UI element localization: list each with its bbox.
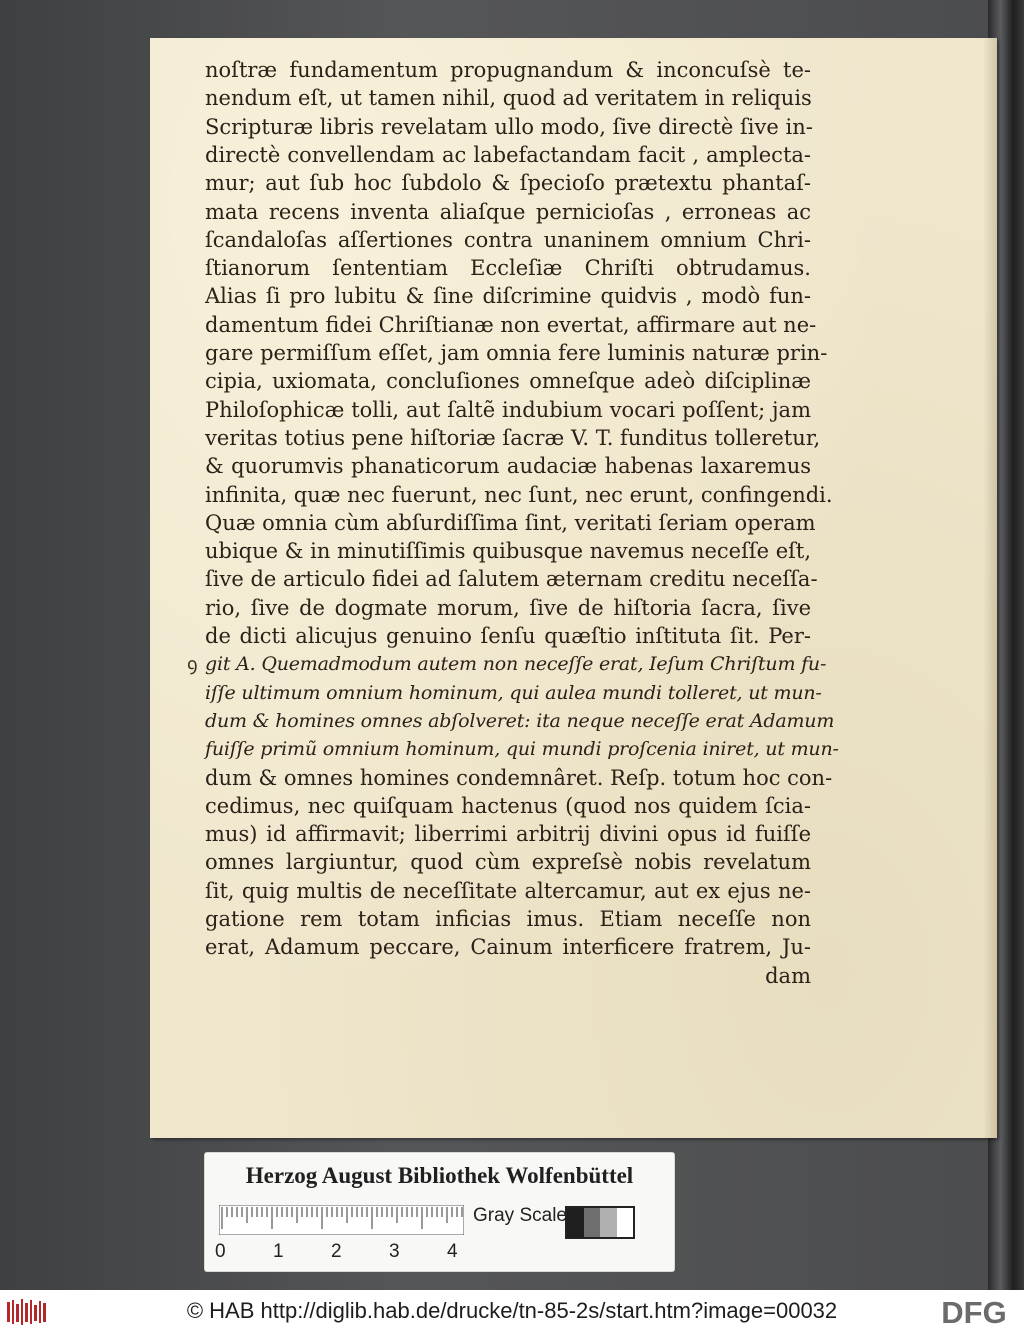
page-gutter-shadow <box>983 38 997 1138</box>
gray-scale-swatch <box>565 1206 635 1239</box>
viewer-footer <box>0 1290 1024 1335</box>
text-line: erat, Adamum peccare, Cainum interficere fratrem, Ju- <box>205 935 811 960</box>
text-line: ubique & in minutiſſimis quibusque navemus neceſſe eſt, <box>205 539 812 564</box>
dfg-logo <box>930 1294 1018 1330</box>
ruler-scale <box>219 1205 464 1235</box>
text-line: veritas totius pene hiſtoriæ ſacræ V. T. funditus tolleretur, <box>205 425 821 450</box>
gray-swatch <box>617 1208 634 1237</box>
copyright-url[interactable]: © HAB http://diglib.hab.de/drucke/tn-85-2s/start.htm?image=00032 <box>186 1298 838 1323</box>
text-line: mus) id affirmavit; liberrimi arbitrij divini opus id fuiſſe <box>205 822 811 847</box>
text-line: ſive de articulo fidei ad ſalutem æternam creditu neceſſa- <box>205 567 818 592</box>
text-line: ſit, quig multis de neceſſitate altercamur, aut ex ejus ne- <box>205 878 811 903</box>
gray-swatch <box>600 1208 617 1237</box>
text-line: cedimus, nec quiſquam hactenus (quod nos quidem ſcia- <box>205 793 811 818</box>
text-line: ſtianorum ſententiam Eccleſiæ Chriſti obtrudamus. <box>205 256 811 281</box>
text-line: mur; aut ſub hoc ſubdolo & ſpecioſo prætextu phantaſ- <box>205 171 811 196</box>
text-line: dum & homines omnes abſolveret: ita neque neceſſe erat Adamum <box>205 709 835 732</box>
library-name: Herzog August Bibliothek Wolfenbüttel <box>245 1163 634 1188</box>
text-line: directè convellendam ac labefactandam facit , amplecta- <box>205 142 811 167</box>
text-line: de dicti alicujus genuino ſenſu quæſtio inſtituta ſit. Per- <box>205 624 811 648</box>
text-line: rio, ſive de dogmate morum, ſive de hiſtoria ſacra, ſive <box>205 595 811 620</box>
gray-swatch <box>584 1208 601 1237</box>
catchword: dam <box>765 963 811 988</box>
text-line: Philoſophicæ tolli, aut ſaltẽ indubium vocari poſſent; jam <box>205 397 811 422</box>
gray-scale-label: Gray Scale <box>473 1205 567 1226</box>
ruler-number: 4 <box>447 1241 458 1262</box>
text-line: ſcandaloſas aſſertiones contra unaninem omnium Chri- <box>205 227 811 252</box>
text-line: damentum fidei Chriſtianæ non evertat, affirmare aut ne- <box>205 312 817 337</box>
text-line: & quorumvis phanaticorum audaciæ habenas laxaremus <box>205 454 811 479</box>
ruler-number: 0 <box>215 1241 226 1262</box>
text-line: fuiſſe primũ omnium hominum, qui mundi proſcenia iniret, ut mun- <box>205 738 839 761</box>
text-line: gare permiſſum eſſet, jam omnia fere luminis naturæ prin- <box>205 341 828 365</box>
ruler-numbers <box>215 1241 475 1265</box>
text-line: infinita, quæ nec fuerunt, nec ſunt, nec erunt, confingendi. <box>205 482 833 507</box>
text-line: cipia, uxiomata, concluſiones omneſque adeò diſciplinæ <box>205 369 811 394</box>
ruler-number: 2 <box>331 1241 342 1262</box>
text-line: nendum eſt, ut tamen nihil, quod ad veritatem in reliquis <box>205 86 812 111</box>
text-line: omnes largiuntur, quod cùm expreſsè nobis revelatum <box>205 850 811 875</box>
text-line: gatione rem totam inficias imus. Etiam neceſſe non <box>205 907 811 931</box>
ruler-number: 3 <box>389 1241 400 1262</box>
dfg-logo-text: DFG <box>941 1295 1007 1330</box>
text-line: dum & omnes homines condemnâret. Reſp. totum hoc con- <box>205 765 833 790</box>
text-line: Quæ omnia cùm abſurdiſſima ſint, veritati ſeriam operam <box>205 510 816 535</box>
text-line: mata recens inventa aliaſque pernicioſas , erroneas ac <box>205 199 811 224</box>
text-line: noſtræ fundamentum propugnandum & inconcuſsè te- <box>205 58 811 82</box>
text-line: Alias ſi pro lubitu & ſine diſcrimine quidvis , modò fun- <box>205 284 811 309</box>
ruler-number: 1 <box>273 1241 284 1262</box>
text-line: git A. Quemadmodum autem non neceſſe erat, Ieſum Chriſtum fu- <box>205 653 827 676</box>
text-line: Scripturæ libris revelatam ullo modo, ſive directè ſive in- <box>205 114 813 139</box>
library-color-card <box>205 1153 674 1271</box>
gray-swatch <box>567 1208 584 1237</box>
margin-mark: ꝯ <box>187 654 198 676</box>
text-line: iſſe ultimum omnium hominum, qui aulea mundi tolleret, ut mun- <box>205 681 822 704</box>
